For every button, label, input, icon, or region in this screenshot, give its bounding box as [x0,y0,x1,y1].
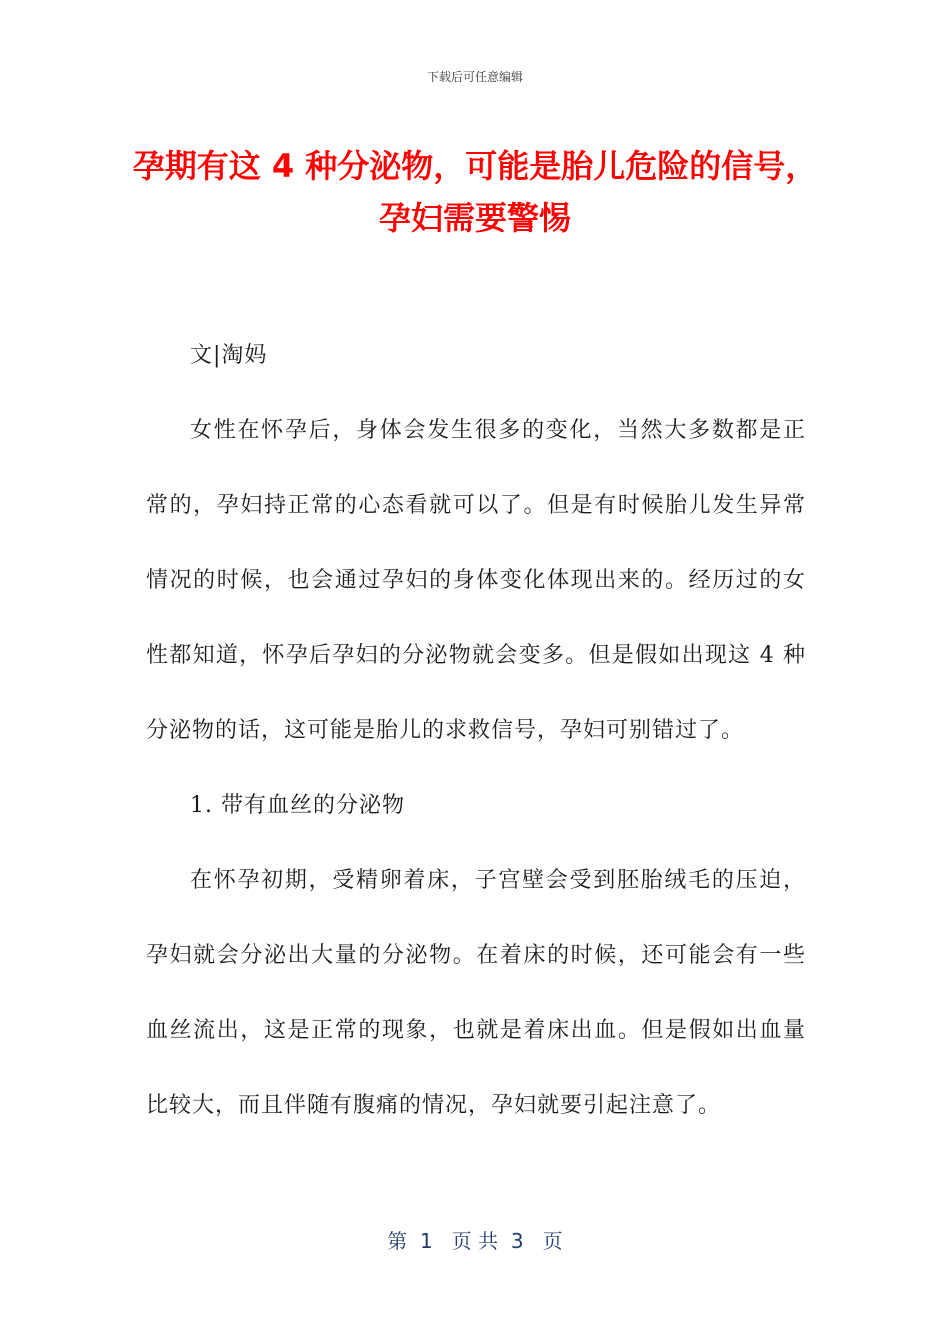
header-note: 下载后可任意编辑 [426,70,523,84]
section-heading-1: 1. 带有血丝的分泌物 [190,793,405,818]
paragraph-section-1: 在怀孕初期，受精卵着床，子宫壁会受到胚胎绒毛的压迫，孕妇就会分泌出大量的分泌物。在着床的时候，还可能会有一些血丝流出，这是正常的现象，也就是着床出血。但是假如出血量比较大，而且伴随有腹痛的情况，孕妇就要引起注意了。 [146,868,806,1118]
author-line: 文|淘妈 [190,343,268,368]
document-title: 孕期有这 4 种分泌物，可能是胎儿危险的信号，孕妇需要警惕 [132,147,818,237]
paragraph-intro: 女性在怀孕后，身体会发生很多的变化，当然大多数都是正常的，孕妇持正常的心态看就可以了。但是有时候胎儿发生异常情况的时候，也会通过孕妇的身体变化体现出来的。经历过的女性都知道，怀孕后孕妇的分泌物就会变多。但是假如出现这 4 种分泌物的话，这可能是胎儿的求救信号，孕妇可别错过了。 [146,418,806,743]
document-body [146,318,806,1143]
page-footer: 第 1 页 共 3 页 [387,1229,563,1253]
